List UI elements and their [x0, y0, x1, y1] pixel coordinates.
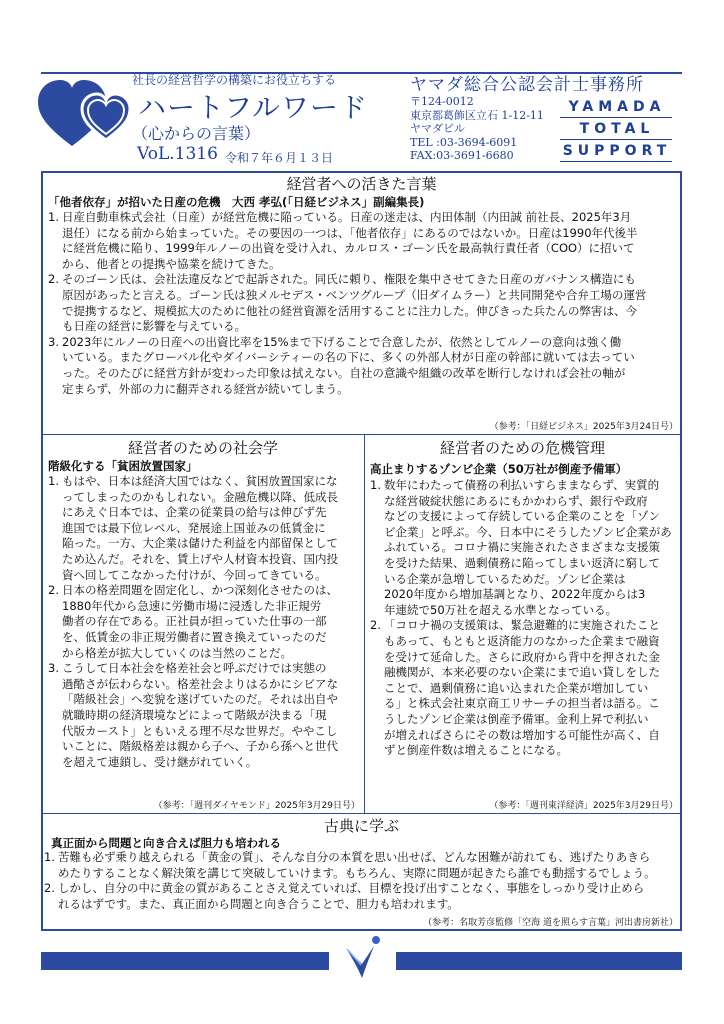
- text-line: ふれている。コロナ禍に実施されたさまざまな支援策: [384, 540, 660, 555]
- text-line: を受けて延命した。さらに政府から背中を押された金: [384, 649, 660, 664]
- text-line: そのゴーン氏は、会社法違反などで起訴された。同氏に頼り、権限を集中させてきた日産のガバナンス構造にも: [62, 272, 636, 287]
- text-line: もあって、もともと返済能力のなかった企業まで融資: [384, 633, 660, 648]
- issue-date: 令和７年６月１３日: [225, 151, 334, 165]
- brand-rule: [560, 139, 672, 140]
- item-number: 2.: [44, 881, 55, 896]
- yamada-swoosh-logo-icon: [340, 930, 386, 982]
- text-line: ため込んだ。それを、賃上げや人材資本投資、国内投: [62, 551, 338, 566]
- item-number: 3.: [48, 661, 59, 676]
- text-line: めたりすることなく解決策を講じて突破していけます。もちろん、実際に問題が起きたら誰でも動揺するでしょう。: [58, 865, 656, 880]
- text-line: いことに、階級格差は親から子へ、子から孫へと世代: [62, 739, 338, 754]
- text-line: 2020年度から増加基調となり、2022年度からは3: [384, 587, 646, 602]
- brand-rule: [560, 117, 672, 118]
- newsletter-subtitle: （心からの言葉）: [132, 124, 261, 143]
- item-number: 1.: [48, 474, 59, 488]
- text-line: などの支援によって存続している企業のことを「ゾン: [384, 509, 660, 524]
- hearts-logo-icon: [36, 76, 132, 156]
- article-heading: 真正面から問題と向き合えば胆力も培われる: [51, 836, 281, 850]
- section-title: 古典に学ぶ: [323, 817, 399, 835]
- item-number: 2.: [48, 272, 59, 287]
- address-line: 〒124-0012: [410, 95, 474, 108]
- text-line: 日本の格差問題を固定化し、かつ深刻化させたのは、: [62, 583, 338, 598]
- list-item: [48, 335, 678, 397]
- text-line: で提携するなど、規模拡大のために他社の経営資源を活用することに注力した。伸びきった兵たんの弊害は、今: [62, 303, 637, 318]
- reference-note: （参考：「週刊東洋経済」2025年3月29日号）: [489, 801, 678, 811]
- text-line: から格差が拡大していくのは当然のことだ。: [62, 645, 292, 660]
- item-number: 1.: [48, 210, 59, 224]
- text-line: 2023年にルノーの日産への出資比率を15%まで下げることで合意したが、依然としてルノーの意向は強く働: [62, 334, 622, 349]
- list-item: [44, 850, 680, 881]
- section-title: 経営者のための危機管理: [439, 439, 605, 457]
- item-number: 1.: [44, 850, 55, 864]
- item-number: 2.: [48, 583, 59, 598]
- section-divider: [43, 813, 680, 814]
- list-item: [48, 661, 362, 770]
- text-line: もはや、日本は経済大国ではなく、貧困放置国家にな: [62, 474, 338, 488]
- text-line: 融機関が、本来必要のない企業にまで追い貸しをした: [384, 665, 660, 680]
- article-heading: 階級化する「貧困放置国家」: [48, 459, 198, 473]
- list-item: [370, 478, 678, 618]
- address-line: FAX:03-3691-6680: [410, 149, 514, 162]
- text-line: を受けた結果、過剰債務に陥ってしまい返済に窮して: [384, 555, 660, 570]
- text-line: 定まらず、外部の力に翻弄される経営が続いてしまう。: [62, 381, 349, 396]
- list-item: [48, 272, 678, 334]
- text-line: うしたゾンビ企業は倒産予備軍。金利上昇で利払い: [384, 711, 649, 726]
- text-line: 「階級社会」へ変貌を遂げていたのだ。それは出自や: [62, 692, 338, 707]
- item-number: 3.: [48, 334, 59, 349]
- text-line: 1880年代から急速に労働市場に浸透した非正規労: [62, 598, 322, 613]
- brand-word: TOTAL: [579, 121, 655, 137]
- reference-note: （参考：「週刊ダイヤモンド」2025年3月29日号）: [153, 801, 360, 811]
- address-line: ヤマダビル: [410, 122, 465, 135]
- footer-bar-right: [396, 952, 682, 970]
- text-line: った。そのたびに経営方針が変わった印象は拭えない。自社の意識や組織の改革を断行しなければ会社の軸が: [62, 365, 626, 380]
- item-number: 1.: [370, 478, 381, 492]
- text-line: 陥った。一方、大企業は儲けた利益を内部留保として: [62, 536, 338, 551]
- article-list: [48, 210, 678, 397]
- volume-number: VoL.1316: [137, 144, 218, 164]
- text-line: いる企業が急増しているためだ。ゾンビ企業は: [384, 571, 626, 586]
- text-line: 日産自動車株式会社（日産）が経営危機に陥っている。日産の迷走は、内田体制（内田誠 前社長、2025年3月: [62, 210, 632, 224]
- text-line: に経営危機に陥り、1999年ルノーの出資を受け入れ、カルロス・ゴーン氏を最高執行責任者（COO）に招いて: [62, 241, 635, 256]
- address-line: 東京都葛飾区立石 1-12-11: [410, 108, 544, 122]
- article-heading: 高止まりするゾンビ企業（50万社が倒産予備軍）: [370, 462, 628, 476]
- text-line: ビ企業」と呼ぶ。今、日本中にそうしたゾンビ企業があ: [384, 524, 672, 539]
- text-line: 就職時期の経済環境などによって階級が決まる「現: [62, 707, 327, 722]
- brand-word: YAMADA: [568, 99, 666, 115]
- text-line: 「コロナ禍の支援策は、緊急避難的に実施されたこと: [384, 618, 660, 633]
- text-line: いている。またグローバル化やダイバーシティーの名の下に、多くの外部人材が日産の幹部に就いては去ってい: [62, 350, 635, 365]
- tagline: 社長の経営哲学の構築にお役立ちする: [132, 73, 337, 87]
- section-divider: [43, 434, 680, 435]
- text-line: にあえぐ日本では、企業の従業員の給与は伸びず先: [62, 505, 327, 520]
- text-line: れるはずです。また、真正面から問題と向き合うことで、胆力も培われます。: [58, 896, 459, 911]
- text-line: 過酷さが伝わらない。格差社会よりはるかにシビアな: [62, 676, 338, 691]
- list-item: [48, 583, 362, 661]
- section-title: 経営者への活きた言葉: [286, 175, 437, 193]
- text-line: ずと倒産件数は増えることになる。: [384, 743, 568, 758]
- text-line: ってしまったのかもしれない。金融危機以降、低成長: [62, 489, 338, 504]
- text-line: しかし、自分の中に黄金の質があることさえ覚えていれば、目標を投げ出すことなく、事態をしっかり受け止めら: [58, 881, 645, 896]
- text-line: 代版カースト」ともいえる理不尽な世界だ。ややこし: [62, 723, 338, 738]
- footer-bar-left: [41, 952, 329, 970]
- text-line: 資へ回してこなかった付けが、今回ってきている。: [62, 567, 327, 582]
- text-line: も日産の経営に影響を与えている。: [62, 319, 246, 334]
- item-number: 2.: [370, 618, 381, 633]
- list-item: [48, 210, 678, 272]
- text-line: 退任）になる前から始まっていた。その要因の一つは、「他者依存」にあるのではないか。日産は1990年代後半: [62, 225, 638, 240]
- column-divider: [364, 435, 365, 813]
- article-list: [370, 478, 678, 759]
- text-line: る」と株式会社東京商工リサーチの担当者は語る。こ: [384, 696, 660, 711]
- newsletter-title: ハートフルワード: [138, 91, 369, 124]
- brand-word: SUPPORT: [562, 143, 672, 159]
- text-line: 苦難も必ず乗り越えられる「黄金の質」、そんな自分の本質を思い出せば、どんな困難が訪れても、逃げたりあきら: [58, 850, 651, 864]
- list-item: [370, 618, 678, 758]
- article-heading: 「他者依存」が招いた日産の危機 大西 孝弘(「日経ビジネス」副編集長): [48, 195, 425, 209]
- reference-note: （参考：「日経ビジネス」2025年3月24日号）: [489, 422, 678, 432]
- list-item: [48, 474, 362, 583]
- text-line: ことで、過剰債務に追い込まれた企業が増加してい: [384, 680, 649, 695]
- text-line: 原因があったと言える。ゴーン氏は独メルセデス・ベンツグループ（旧ダイムラー）と共同開発や合弁工場の運営: [62, 287, 647, 302]
- list-item: [44, 881, 680, 912]
- brand-rule: [560, 161, 672, 162]
- text-line: 進国では最下位レベル、発展途上国並みの低賃金に: [62, 520, 326, 535]
- firm-name: ヤマダ総合公認会計士事務所: [410, 75, 644, 95]
- text-line: を、低賃金の非正規労働者に置き換えていったのだ: [62, 629, 327, 644]
- text-line: こうして日本社会を格差社会と呼ぶだけでは実態の: [62, 661, 327, 676]
- text-line: な経営破綻状態にあるにもかかわらず、銀行や政府: [384, 493, 648, 508]
- text-line: が増えればさらにその数は増加する可能性が高く、自: [384, 727, 660, 742]
- address-line: TEL :03-3694-6091: [410, 135, 518, 149]
- article-list: [44, 850, 680, 912]
- text-line: 働者の存在である。正社員が担っていた仕事の一部: [62, 614, 327, 629]
- text-line: から、他者との提携や協業を続けてきた。: [62, 256, 281, 271]
- reference-note: （参考：名取芳彦監修「空海 道を照らす言葉」河出書房新社）: [423, 918, 678, 928]
- text-line: を超えて連鎖し、受け継がれていく。: [62, 754, 258, 769]
- text-line: 年連続で50万社を超える水準となっている。: [384, 602, 618, 617]
- article-list: [48, 474, 362, 770]
- text-line: 数年にわたって債務の利払いすらままならず、実質的: [384, 478, 660, 492]
- firm-address: [410, 95, 544, 163]
- section-title: 経営者のための社会学: [127, 439, 278, 457]
